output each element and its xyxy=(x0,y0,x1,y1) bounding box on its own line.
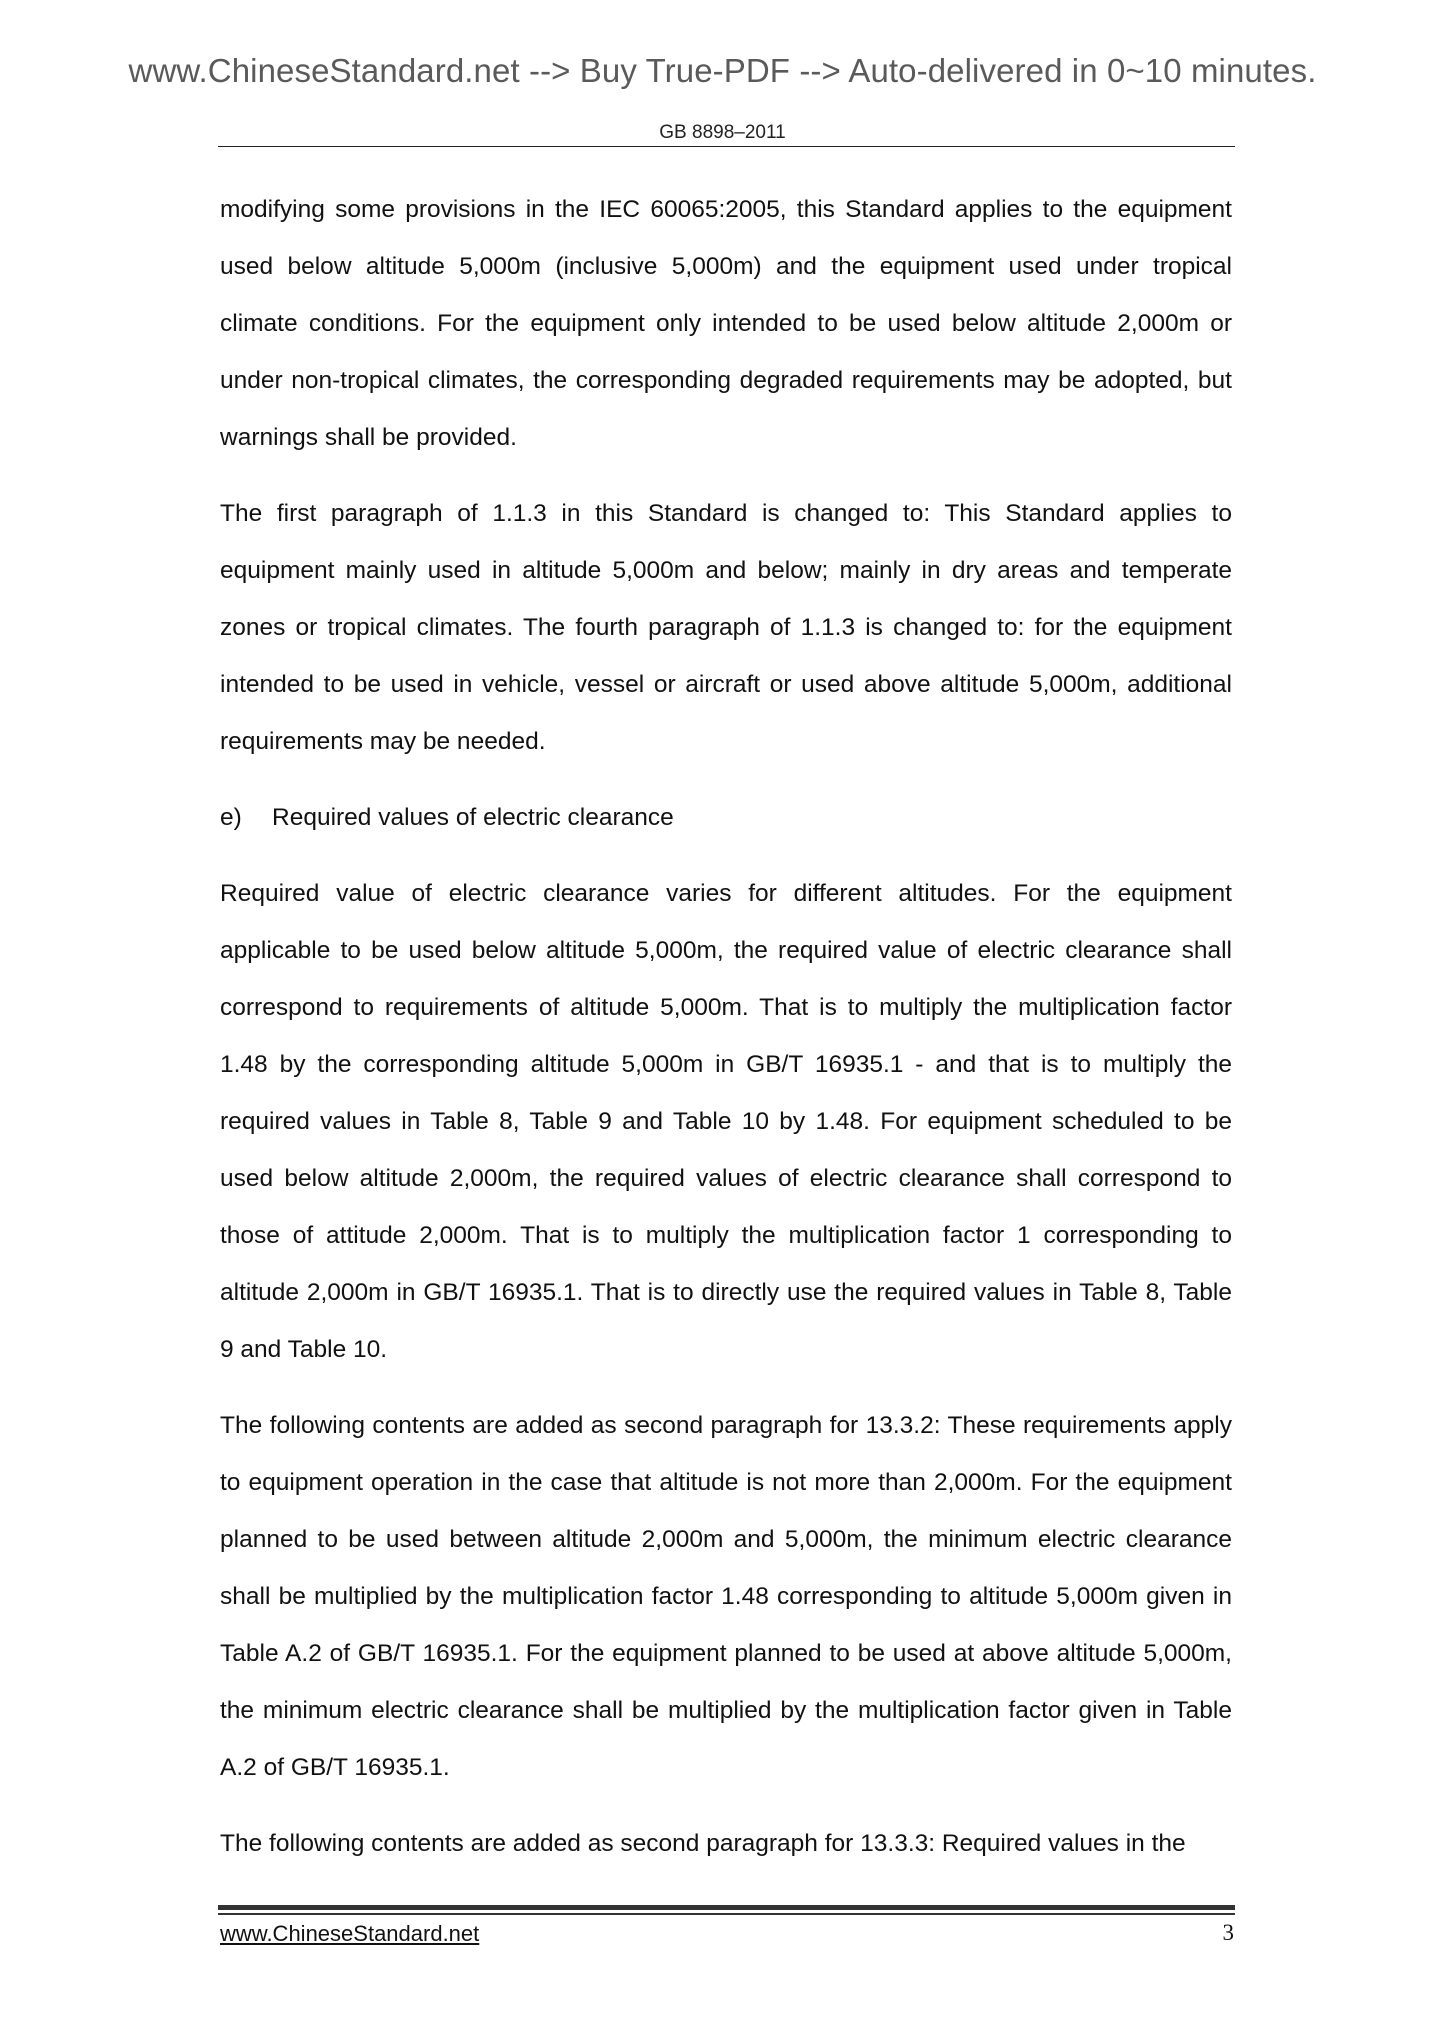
list-item-e-marker: e) xyxy=(220,804,242,831)
body-paragraph-1: modifying some provisions in the IEC 60065:2005, this Standard applies to the equipment used below altitude 5,000m (inclusive 5,000m) and the equipment used under tropical climate conditions. For the equipment only intended to be used below altitude 2,000m or under non-tropical climates, the corresponding degraded requirements may be adopted, but warnings shall be provided. xyxy=(220,196,1232,451)
page-number: 3 xyxy=(1222,1920,1234,1945)
body-paragraph-4: The following contents are added as second paragraph for 13.3.2: These requirements apply to equipment operation in the case that altitude is not more than 2,000m. For the equipment planned to be used between altitude 2,000m and 5,000m, the minimum electric clearance shall be multiplied by the multiplication factor 1.48 corresponding to altitude 5,000m given in Table A.2 of GB/T 16935.1. For the equipment planned to be used at above altitude 5,000m, the minimum electric clearance shall be multiplied by the multiplication factor given in Table A.2 of GB/T 16935.1. xyxy=(220,1412,1232,1781)
site-banner: www.ChineseStandard.net --> Buy True-PDF --> Auto-delivered in 0~10 minutes. xyxy=(128,52,1317,89)
list-item-e-text: Required values of electric clearance xyxy=(272,804,674,831)
footer-rule-thin xyxy=(218,1913,1235,1915)
body-paragraph-3: Required value of electric clearance varies for different altitudes. For the equipment applicable to be used below altitude 5,000m, the required value of electric clearance shall correspond to requirements of altitude 5,000m. That is to multiply the multiplication factor 1.48 by the corresponding altitude 5,000m in GB/T 16935.1 - and that is to multiply the required values in Table 8, Table 9 and Table 10 by 1.48. For equipment scheduled to be used below altitude 2,000m, the required values of electric clearance shall correspond to those of attitude 2,000m. That is to multiply the multiplication factor 1 corresponding to altitude 2,000m in GB/T 16935.1. That is to directly use the required values in Table 8, Table 9 and Table 10. xyxy=(220,880,1232,1363)
footer-rule-thick xyxy=(218,1905,1235,1910)
standard-number: GB 8898–2011 xyxy=(659,122,786,143)
list-item-e xyxy=(220,789,1232,846)
footer-site-link[interactable]: www.ChineseStandard.net xyxy=(220,1921,480,1946)
body-paragraph-2: The first paragraph of 1.1.3 in this Standard is changed to: This Standard applies to equipment mainly used in altitude 5,000m and below; mainly in dry areas and temperate zones or tropical climates. The fourth paragraph of 1.1.3 is changed to: for the equipment intended to be used in vehicle, vessel or aircraft or used above altitude 5,000m, additional requirements may be needed. xyxy=(220,500,1232,755)
body-paragraph-5: The following contents are added as second paragraph for 13.3.3: Required values in the xyxy=(220,1830,1186,1857)
page-body xyxy=(220,181,1232,1891)
header-rule xyxy=(218,146,1235,147)
